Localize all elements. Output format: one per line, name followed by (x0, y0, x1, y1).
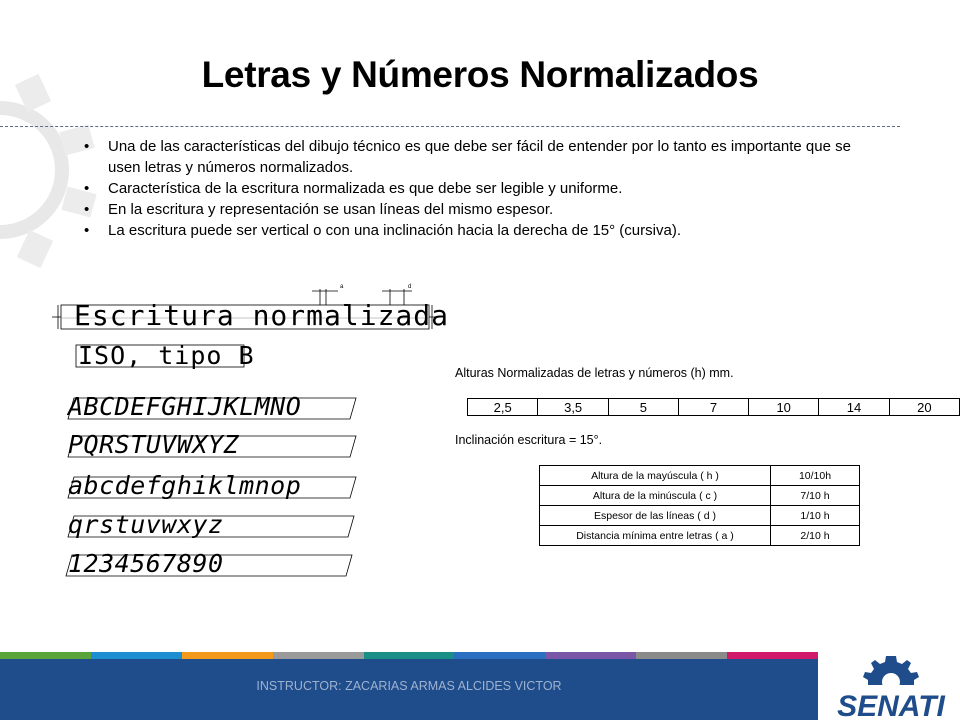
properties-table (539, 465, 860, 546)
color-stripe (182, 652, 273, 659)
height-value: 10 (749, 399, 819, 416)
italic-row-lowercase-1: abcdefghiklmnop (68, 471, 302, 500)
vertical-lettering-subtitle: ISO, tipo B (78, 341, 255, 370)
color-stripe (636, 652, 727, 659)
color-stripe (364, 652, 455, 659)
table-row (540, 486, 860, 506)
gear-icon (863, 656, 919, 691)
color-stripe (545, 652, 636, 659)
property-label: Distancia mínima entre letras ( a ) (540, 526, 771, 546)
height-value: 14 (819, 399, 889, 416)
table-row (540, 506, 860, 526)
inclination-caption: Inclinación escritura = 15°. (455, 433, 603, 447)
property-value: 10/10h (771, 466, 860, 486)
color-stripe (91, 652, 182, 659)
property-label: Espesor de las líneas ( d ) (540, 506, 771, 526)
italic-row-digits: 1234567890 (68, 549, 224, 578)
property-value: 2/10 h (771, 526, 860, 546)
italic-row-uppercase-1: ABCDEFGHIJKLMNO (68, 392, 302, 421)
heights-caption: Alturas Normalizadas de letras y números (h) mm. (455, 366, 734, 380)
vertical-lettering-sample: Escritura normalizada (74, 299, 450, 332)
height-value: 7 (678, 399, 748, 416)
property-value: 7/10 h (771, 486, 860, 506)
italic-row-lowercase-2: qrstuvwxyz (68, 510, 224, 539)
bullet-item: • En la escritura y representación se usan líneas del mismo espesor. (84, 199, 884, 220)
bullet-item: • La escritura puede ser vertical o con una inclinación hacia la derecha de 15° (cursiva). (84, 220, 884, 241)
heights-table (467, 398, 960, 416)
table-row (540, 526, 860, 546)
color-stripe (273, 652, 364, 659)
height-value: 20 (889, 399, 959, 416)
bullet-item: • Una de las características del dibujo técnico es que debe ser fácil de entender por lo tanto es importante que se usen letras y números normalizados. (84, 136, 884, 178)
color-stripe (0, 652, 91, 659)
instructor-name: INSTRUCTOR: ZACARIAS ARMAS ALCIDES VICTOR (256, 679, 562, 693)
height-value: 3,5 (538, 399, 608, 416)
height-value: 2,5 (468, 399, 538, 416)
italic-row-uppercase-2: PQRSTUVWXYZ (68, 430, 240, 459)
property-label: Altura de la minúscula ( c ) (540, 486, 771, 506)
table-row (540, 466, 860, 486)
footer-color-stripes (0, 652, 818, 659)
color-stripe (454, 652, 545, 659)
color-stripe (727, 652, 818, 659)
property-label: Altura de la mayúscula ( h ) (540, 466, 771, 486)
dimension-label-d: d (408, 284, 412, 290)
height-value: 5 (608, 399, 678, 416)
logo-text: SENATI (837, 690, 945, 720)
page-title: Letras y Números Normalizados (201, 54, 759, 95)
bullet-item: • Característica de la escritura normalizada es que debe ser legible y uniforme. (84, 178, 884, 199)
property-value: 1/10 h (771, 506, 860, 526)
senati-logo (824, 650, 958, 720)
dimension-label-a: a (340, 284, 344, 290)
